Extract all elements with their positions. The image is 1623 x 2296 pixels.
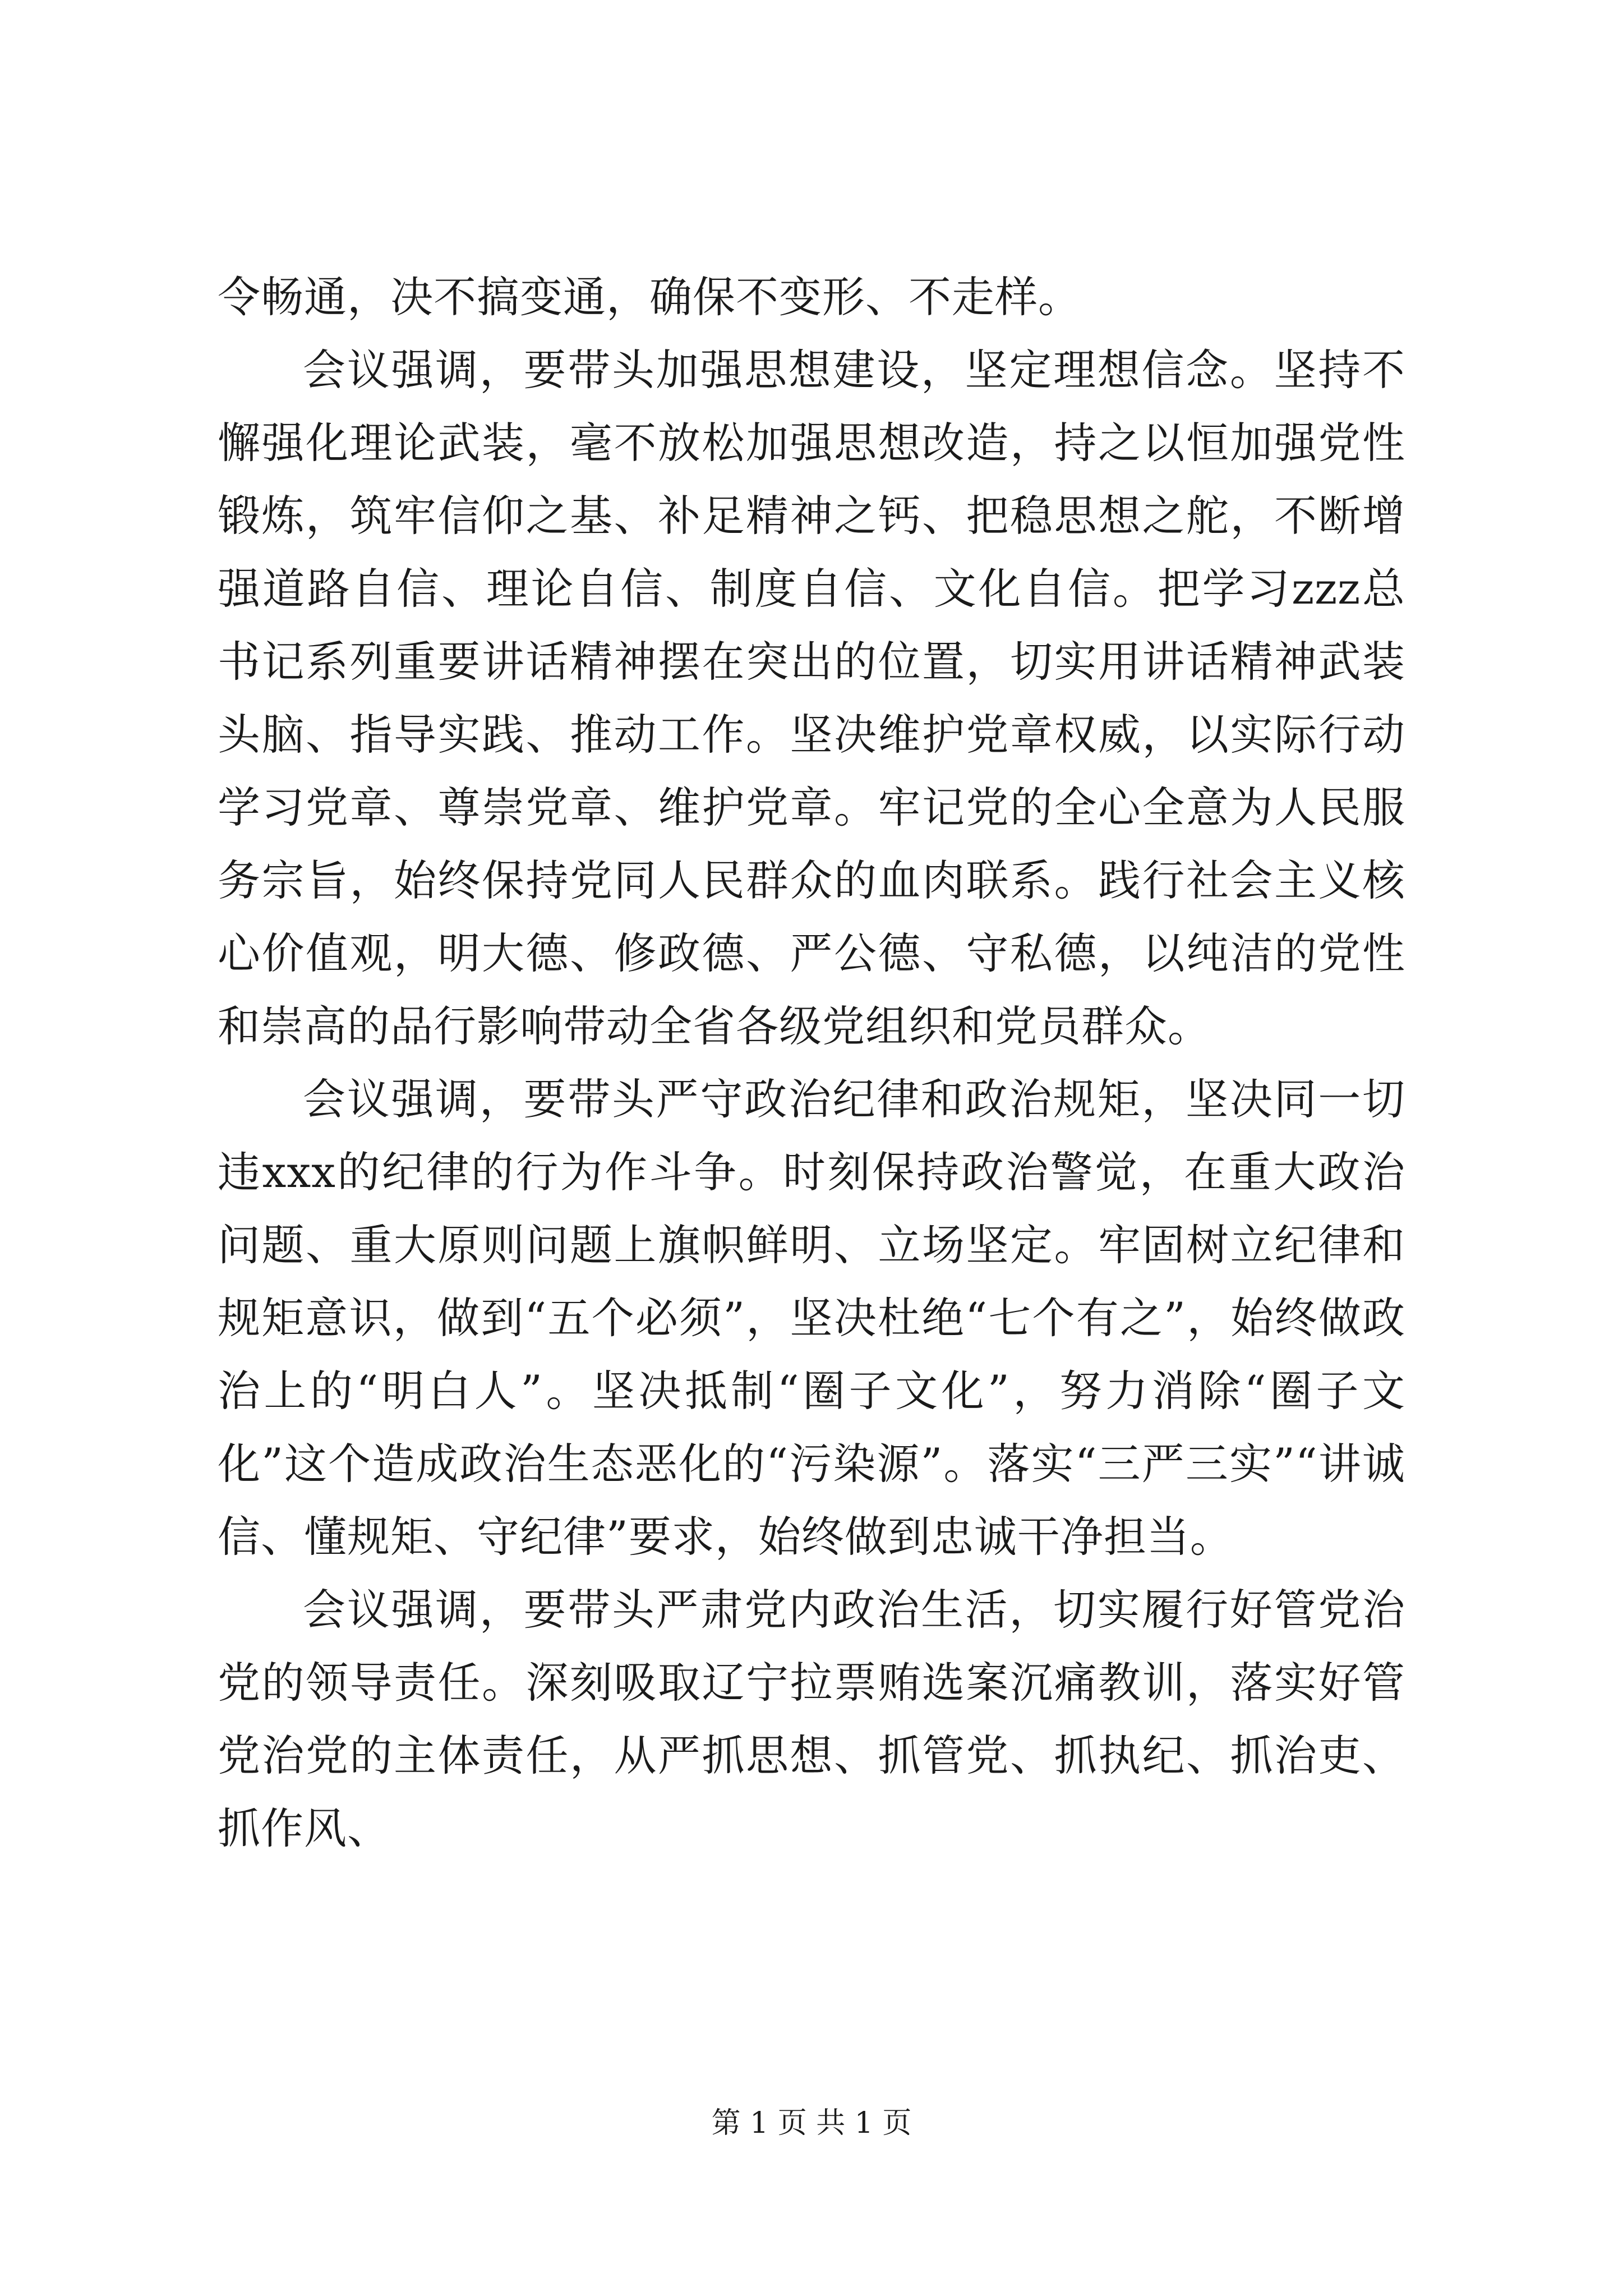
page-number-label: 第 1 页 共 1 页 [711, 2106, 912, 2140]
body-text [218, 261, 1405, 1865]
paragraph-party-life: 会议强调，要带头严肃党内政治生活，切实履行好管党治党的领导责任。深刻吸取辽宁拉票贿选案沉痛教训，落实好管党治党的主体责任，从严抓思想、抓管党、抓执纪、抓治吏、抓作风、 [218, 1585, 1405, 1853]
paragraph-continuation: 令畅通，决不搞变通，确保不变形、不走样。 [218, 272, 1081, 322]
paragraph-ideology: 会议强调，要带头加强思想建设，坚定理想信念。坚持不懈强化理论武装，毫不放松加强思想改造，持之以恒加强党性锻炼，筑牢信仰之基、补足精神之钙、把稳思想之舵，不断增强道路自信、理论自信、制度自信、文化自信。把学习zzz总书记系列重要讲话精神摆在突出的位置，切实用讲话精神武装头脑、指导实践、推动工作。坚决维护党章权威，以实际行动学习党章、尊崇党章、维护党章。牢记党的全心全意为人民服务宗旨，始终保持党同人民群众的血肉联系。践行社会主义核心价值观，明大德、修政德、严公德、守私德，以纯洁的党性和崇高的品行影响带动全省各级党组织和党员群众。 [218, 345, 1405, 1051]
page-footer [0, 2104, 1623, 2143]
paragraph-discipline: 会议强调，要带头严守政治纪律和政治规矩，坚决同一切违xxx的纪律的行为作斗争。时刻保持政治警觉，在重大政治问题、重大原则问题上旗帜鲜明、立场坚定。牢固树立纪律和规矩意识，做到“五个必须”，坚决杜绝“七个有之”，始终做政治上的“明白人”。坚决抵制“圈子文化”，努力消除“圈子文化”这个造成政治生态恶化的“污染源”。落实“三严三实”“讲诚信、懂规矩、守纪律”要求，始终做到忠诚干净担当。 [218, 1074, 1405, 1562]
